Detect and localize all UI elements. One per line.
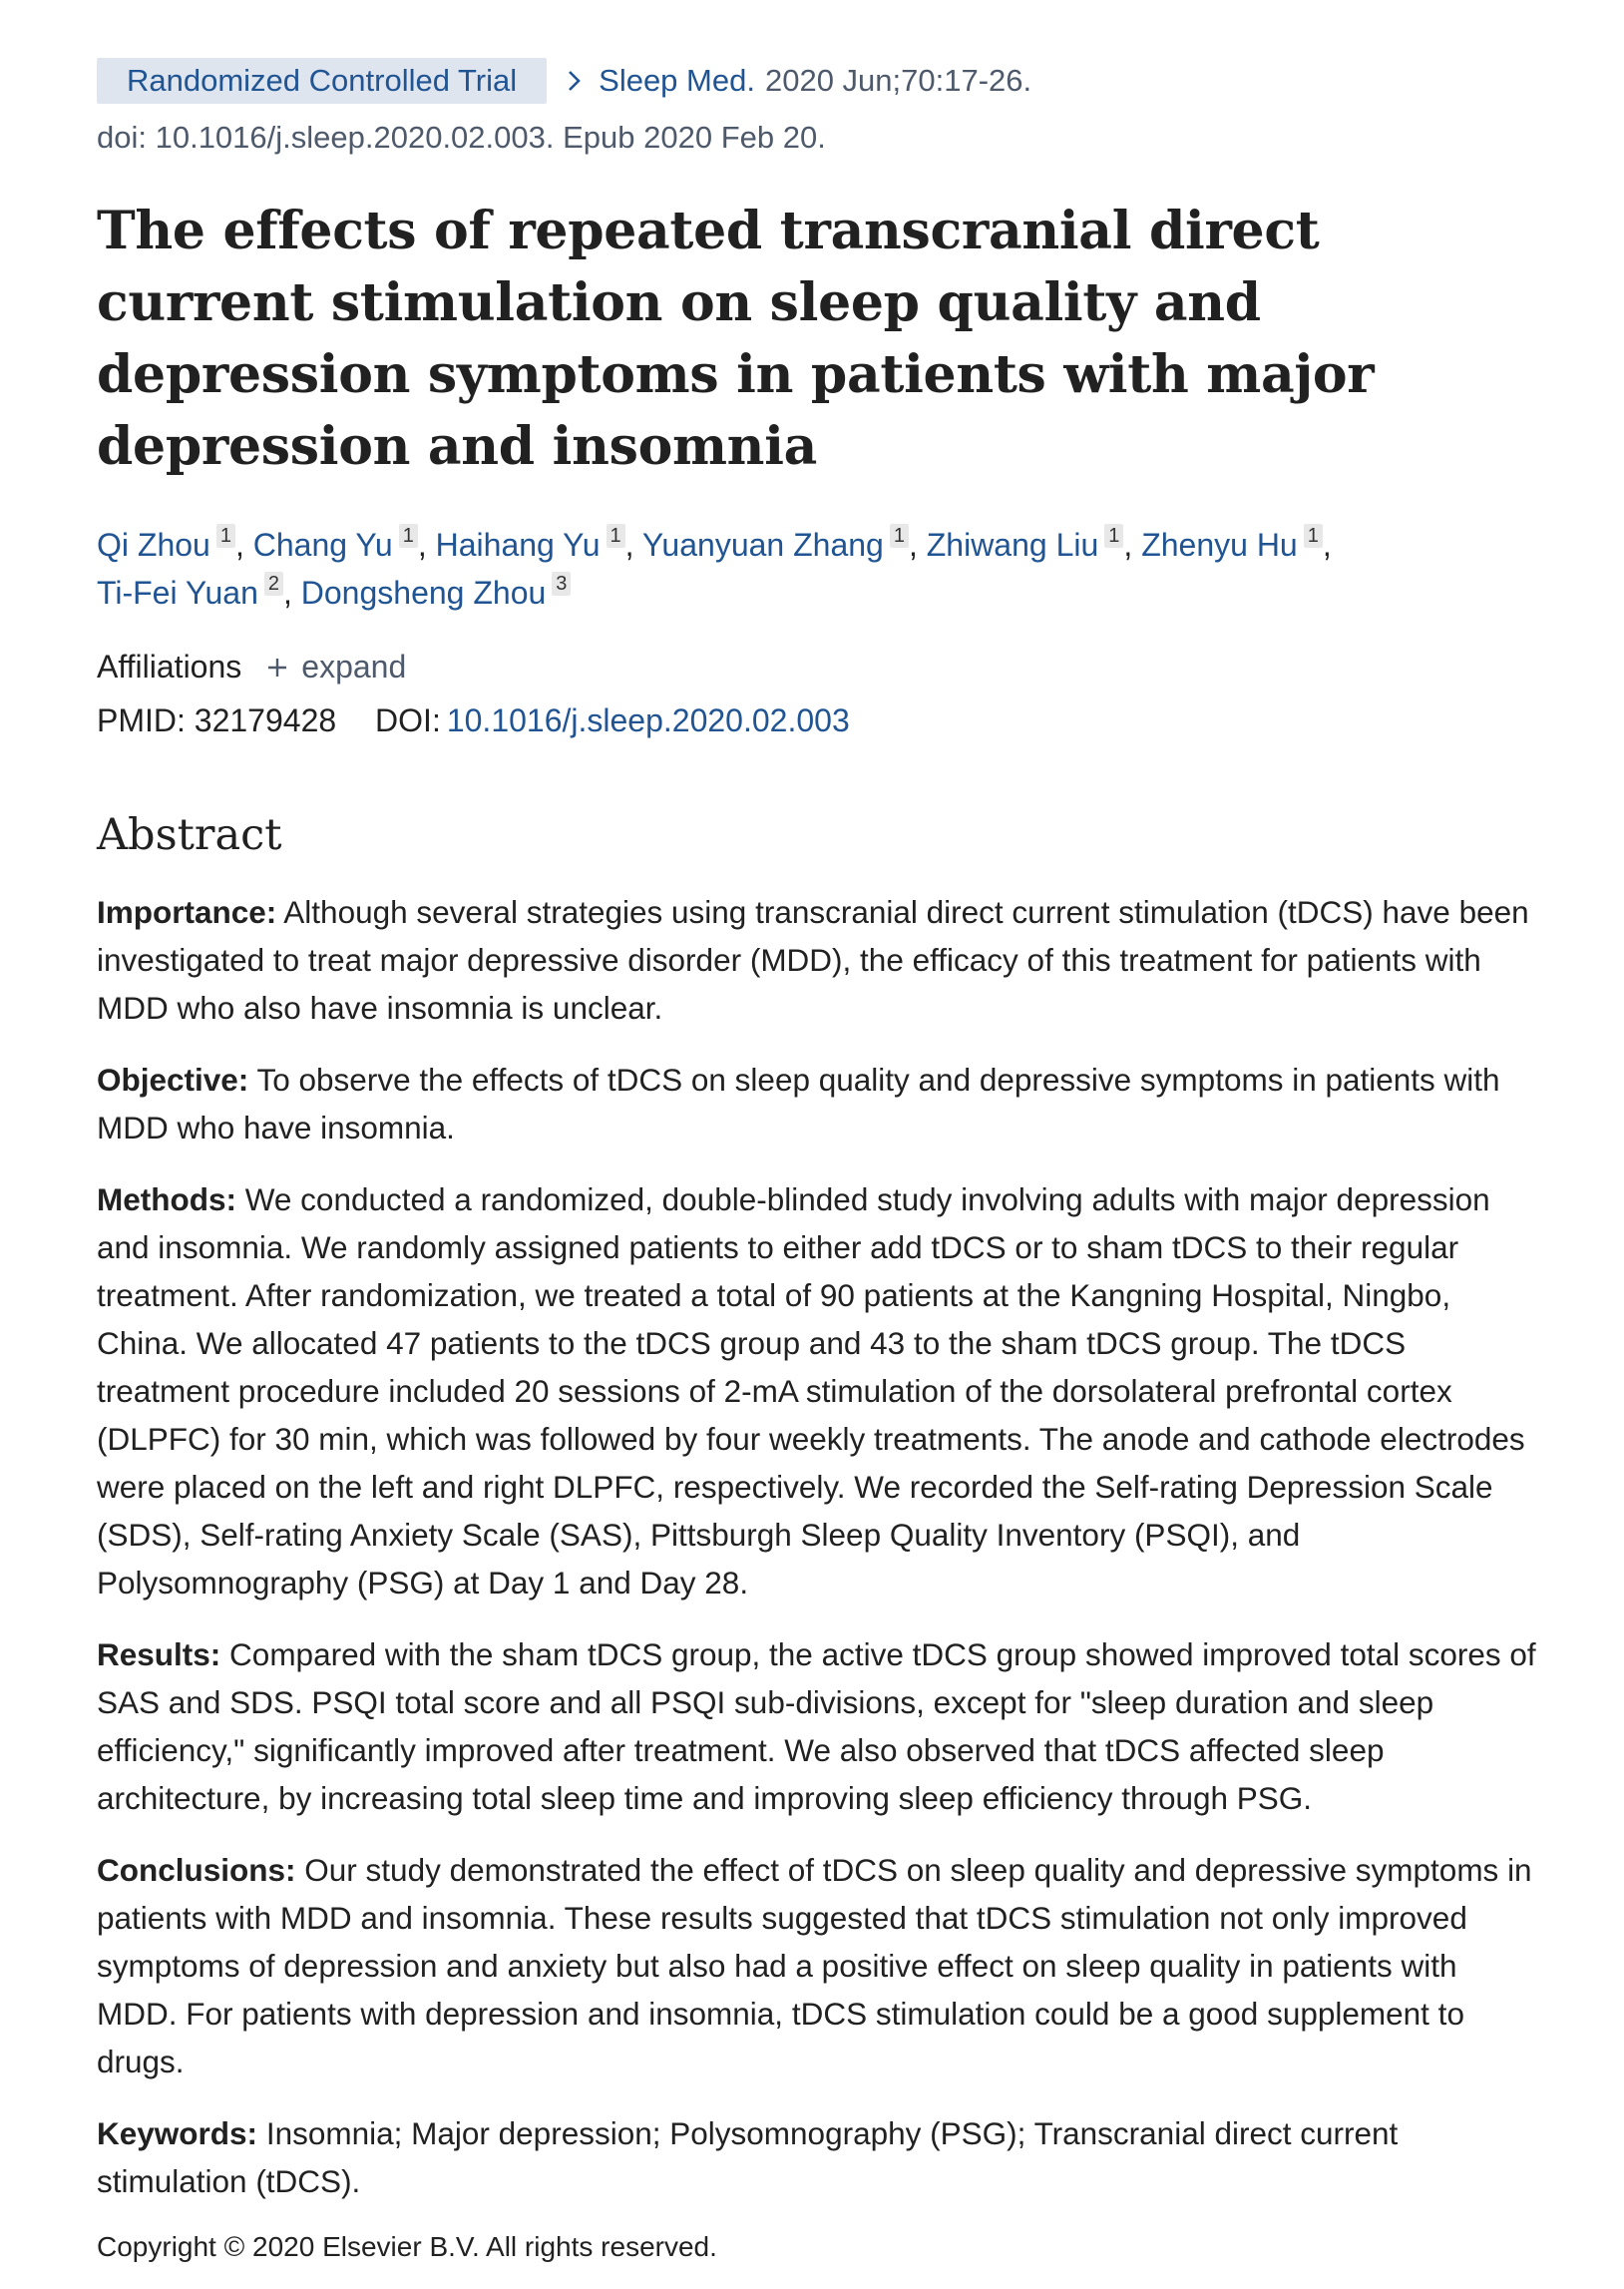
- chevron-right-icon[interactable]: [565, 69, 585, 93]
- journal-link[interactable]: Sleep Med.: [599, 63, 755, 98]
- plus-icon: [265, 656, 289, 680]
- identifiers-row: [97, 702, 850, 739]
- page-title: The effects of repeated transcranial direct current stimulation on sleep quality and depression symptoms in patients with major depression and insomnia: [97, 201, 1375, 477]
- section-text: Compared with the sham tDCS group, the active tDCS group showed improved total scores of SAS and SDS. PSQI total score and all PSQI sub-divisions, except for "sleep duration and sleep efficiency," significantly improved after treatment. We also observed that tDCS affected sleep architecture, by increasing total sleep time and improving sleep efficiency through PSG.: [97, 1636, 1536, 1816]
- affiliation-ref[interactable]: 3: [552, 572, 571, 596]
- affiliations-label: Affiliations: [97, 649, 242, 685]
- author-link[interactable]: Chang Yu: [252, 527, 393, 563]
- pmid-label: PMID:: [97, 702, 186, 738]
- author-item: Chang Yu 1 ,: [252, 525, 436, 563]
- expand-label: expand: [301, 649, 407, 685]
- section-text: Insomnia; Major depression; Polysomnography (PSG); Transcranial direct current stimulation (tDCS).: [97, 2115, 1399, 2199]
- section-text: Although several strategies using transcranial direct current stimulation (tDCS) have been investigated to treat major depressive disorder (MDD), the efficacy of this treatment for patients with MDD who also have insomnia is unclear.: [97, 894, 1529, 1026]
- section-label: Results:: [97, 1636, 221, 1672]
- abstract-body: [97, 888, 1543, 2229]
- authors-list: [97, 521, 1533, 617]
- affiliations-row: [97, 649, 406, 686]
- author-link[interactable]: Zhenyu Hu: [1141, 527, 1298, 563]
- author-link[interactable]: Ti-Fei Yuan: [97, 575, 258, 611]
- abstract-section-objective: [97, 1056, 1543, 1151]
- author-link[interactable]: Dongsheng Zhou: [300, 575, 547, 611]
- affiliation-ref[interactable]: 2: [264, 572, 283, 596]
- section-label: Keywords:: [97, 2115, 258, 2151]
- author-link[interactable]: Qi Zhou: [97, 527, 210, 563]
- abstract-section-methods: [97, 1175, 1543, 1606]
- author-item: Ti-Fei Yuan 2 ,: [97, 573, 301, 611]
- doi-epub-line: doi: 10.1016/j.sleep.2020.02.003. Epub 2020 Feb 20.: [97, 120, 826, 155]
- author-link[interactable]: Haihang Yu: [435, 527, 601, 563]
- section-label: Conclusions:: [97, 1852, 296, 1888]
- author-link[interactable]: Yuanyuan Zhang: [641, 527, 884, 563]
- journal-cite: 2020 Jun;70:17-26.: [764, 63, 1032, 98]
- doi-link[interactable]: 10.1016/j.sleep.2020.02.003: [446, 702, 850, 738]
- section-text: Our study demonstrated the effect of tDCS on sleep quality and depressive symptoms in patients with MDD and insomnia. These results suggested that tDCS stimulation not only improved symptoms of depression and anxiety but also had a positive effect on sleep quality in patients with MDD. For patients with depression and insomnia, tDCS stimulation could be a good supplement to drugs.: [97, 1852, 1532, 2079]
- affiliation-ref[interactable]: 1: [216, 524, 235, 548]
- affiliation-ref[interactable]: 1: [1304, 524, 1323, 548]
- author-link[interactable]: Zhiwang Liu: [926, 527, 1099, 563]
- author-item: Qi Zhou 1 ,: [97, 525, 253, 563]
- affiliation-ref[interactable]: 1: [607, 524, 625, 548]
- affiliation-ref[interactable]: 1: [1104, 524, 1123, 548]
- copyright-notice: Copyright © 2020 Elsevier B.V. All rights reserved.: [97, 2231, 717, 2262]
- section-text: To observe the effects of tDCS on sleep quality and depressive symptoms in patients with MDD who have insomnia.: [97, 1062, 1500, 1145]
- pmid-value: 32179428: [194, 702, 337, 738]
- affiliation-ref[interactable]: 1: [399, 524, 418, 548]
- section-label: Methods:: [97, 1181, 236, 1217]
- affiliations-expand-button[interactable]: [265, 649, 406, 686]
- section-label: Importance:: [97, 894, 277, 930]
- abstract-section-conclusions: [97, 1846, 1543, 2085]
- abstract-section-keywords: [97, 2109, 1543, 2205]
- abstract-heading: Abstract: [97, 810, 282, 860]
- author-item: Haihang Yu 1 ,: [435, 525, 642, 563]
- author-item: Zhiwang Liu 1 ,: [926, 525, 1142, 563]
- author-item: Yuanyuan Zhang 1 ,: [641, 525, 927, 563]
- journal-citation: [565, 63, 1031, 99]
- article-type-badge[interactable]: Randomized Controlled Trial: [97, 58, 547, 104]
- author-item: [301, 575, 572, 611]
- article-meta: [97, 58, 1031, 104]
- affiliation-ref[interactable]: 1: [890, 524, 909, 548]
- author-item: Zhenyu Hu 1 ,: [1141, 525, 1332, 563]
- section-label: Objective:: [97, 1062, 249, 1098]
- doi-label: DOI:: [375, 702, 441, 738]
- section-text: We conducted a randomized, double-blinded study involving adults with major depression and insomnia. We randomly assigned patients to either add tDCS or to sham tDCS to their regular treatment. After randomization, we treated a total of 90 patients at the Kangning Hospital, Ningbo, China. We allocated 47 patients to the tDCS group and 43 to the sham tDCS group. The tDCS treatment procedure included 20 sessions of 2-mA stimulation of the dorsolateral prefrontal cortex (DLPFC) for 30 min, which was followed by four weekly treatments. The anode and cathode electrodes were placed on the left and right DLPFC, respectively. We recorded the Self-rating Depression Scale (SDS), Self-rating Anxiety Scale (SAS), Pittsburgh Sleep Quality Inventory (PSQI), and Polysomnography (PSG) at Day 1 and Day 28.: [97, 1181, 1525, 1601]
- abstract-section-importance: [97, 888, 1543, 1032]
- abstract-section-results: [97, 1630, 1543, 1822]
